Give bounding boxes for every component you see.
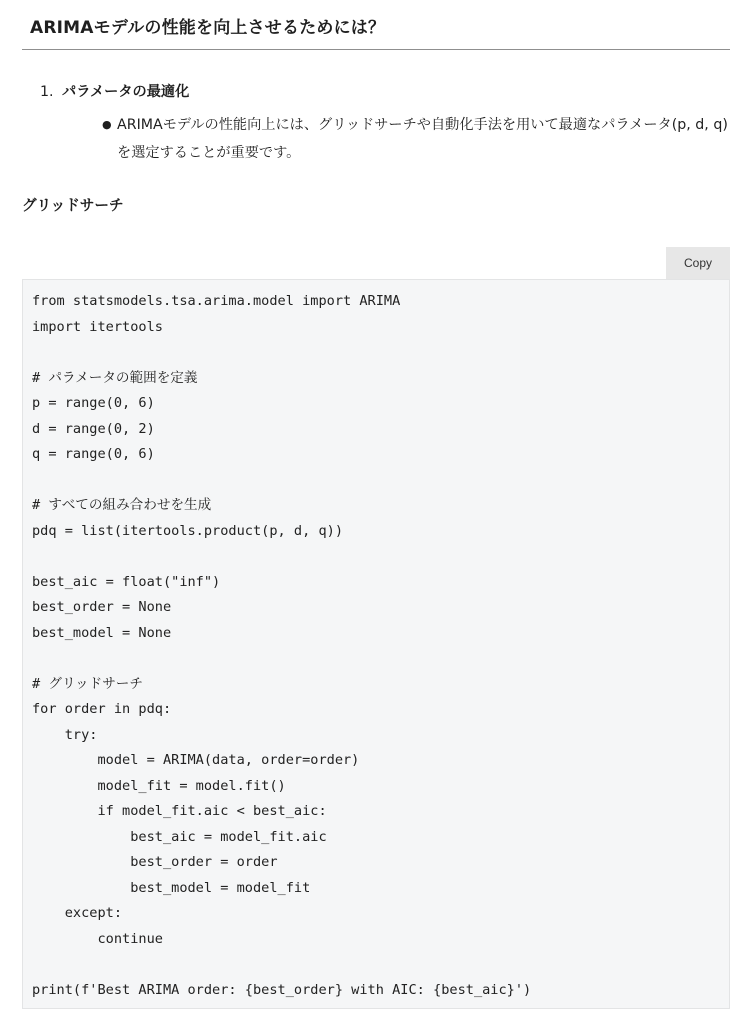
code-line: best_aic = float("inf") bbox=[32, 573, 221, 590]
code-line: best_order = order bbox=[32, 854, 278, 870]
code-line bbox=[32, 340, 729, 366]
copy-button[interactable]: Copy bbox=[666, 247, 730, 279]
code-line: model_fit = model.fit() bbox=[32, 777, 286, 794]
article-content bbox=[22, 0, 730, 998]
bullet-item bbox=[102, 111, 730, 167]
code-line: d = range(0, 2) bbox=[32, 420, 155, 437]
code-line bbox=[32, 544, 729, 570]
code-line: best_model = model_fit bbox=[32, 879, 311, 896]
code-line bbox=[32, 646, 729, 672]
code-line bbox=[32, 952, 729, 978]
bullet-text: ARIMAモデルの性能向上には、グリッドサーチや自動化手法を用いて最適なパラメータ(p, d, q)を選定することが重要です。 bbox=[117, 117, 728, 161]
code-line: if model_fit.aic < best_aic: bbox=[32, 803, 327, 819]
bullet-list bbox=[40, 111, 730, 167]
code-line: except: bbox=[32, 905, 123, 921]
code-line: # グリッドサーチ bbox=[32, 675, 143, 692]
code-line: from statsmodels.tsa.arima.model import ARIMA bbox=[32, 293, 401, 309]
code-line: pdq = list(itertools.product(p, d, q)) bbox=[32, 522, 343, 539]
code-line: p = range(0, 6) bbox=[32, 395, 155, 411]
code-line bbox=[32, 468, 729, 494]
code-line: q = range(0, 6) bbox=[32, 446, 155, 462]
code-line: # パラメータの範囲を定義 bbox=[32, 369, 198, 386]
code-line: model = ARIMA(data, order=order) bbox=[32, 752, 360, 768]
code-block bbox=[22, 247, 730, 1009]
list-item-title: パラメータの最適化 bbox=[62, 84, 190, 100]
code-line: best_aic = model_fit.aic bbox=[32, 828, 327, 845]
code-line: best_model = None bbox=[32, 624, 172, 641]
code-line: for order in pdq: bbox=[32, 701, 172, 717]
list-item bbox=[40, 81, 730, 101]
code-line: continue bbox=[32, 930, 163, 947]
code-line: best_order = None bbox=[32, 599, 172, 615]
code-line: print(f'Best ARIMA order: {best_order} with AIC: {best_aic}') bbox=[32, 981, 532, 998]
subheading: グリッドサーチ bbox=[22, 197, 124, 214]
code-line: import itertools bbox=[32, 318, 163, 335]
bullet-icon: ● bbox=[102, 118, 112, 131]
code-area[interactable] bbox=[22, 279, 730, 1009]
list-number: 1. bbox=[40, 84, 54, 100]
section-title: ARIMAモデルの性能を向上させるためには？ bbox=[22, 0, 730, 50]
ordered-list bbox=[22, 81, 730, 167]
code-line: try: bbox=[32, 726, 98, 743]
code-toolbar bbox=[22, 247, 730, 279]
code-line: # すべての組み合わせを生成 bbox=[32, 497, 212, 513]
